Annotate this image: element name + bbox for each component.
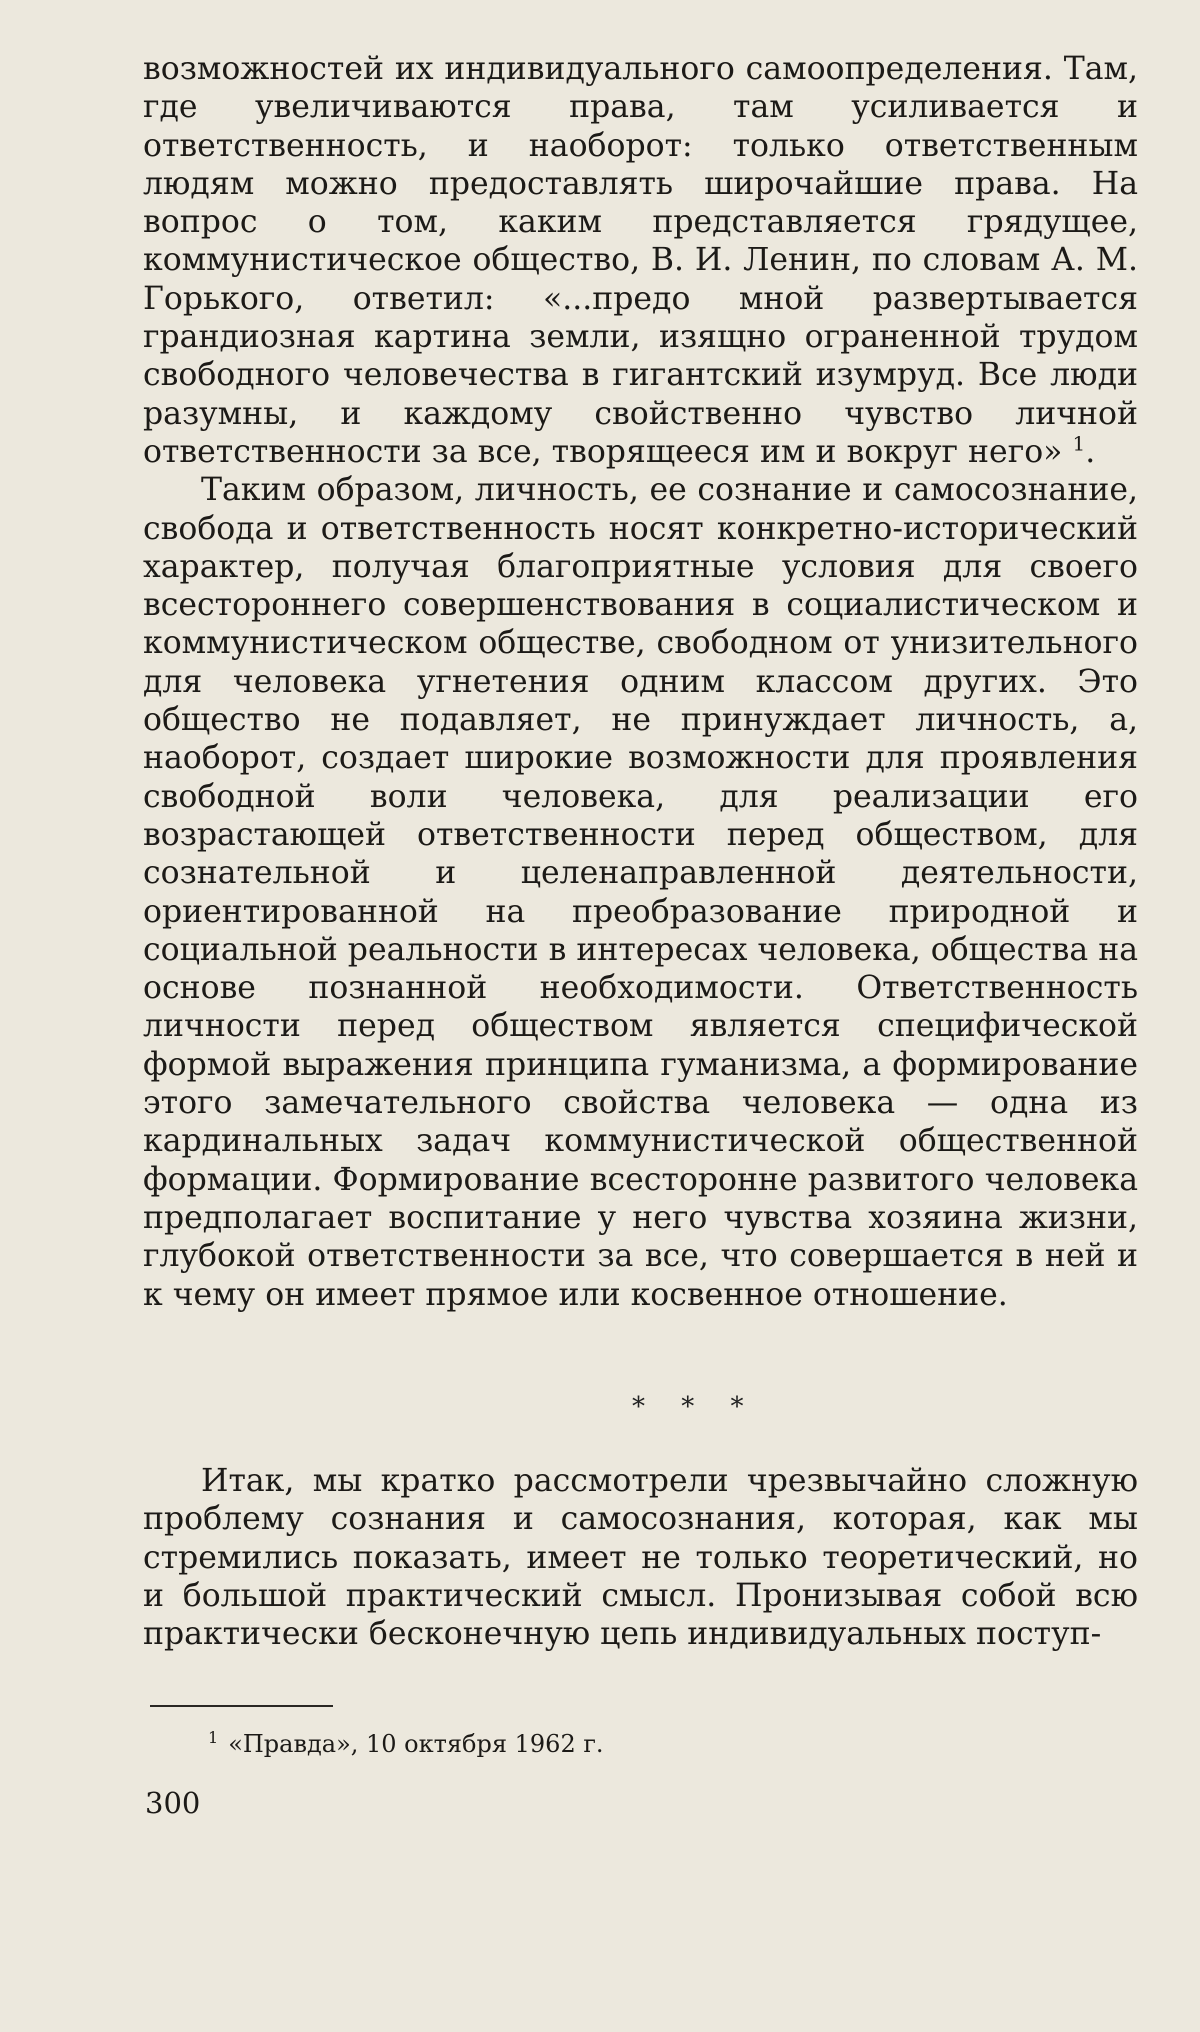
footnote-text: «Правда», 10 октября 1962 г. [228,1730,604,1758]
paragraph-1: возможностей их индивидуального самоопределения. Там, где увеличиваются права, там усиливается и ответственность, и наоборот: только ответственным людям можно предоставлять широчайшие права. На вопрос о том, каким представляется грядущее, коммунистическое общество, В. И. Ленин, по словам А. М. Горького, ответил: «...предо мной развертывается грандиозная картина земли, изящно ограненной трудом свободного человечества в гигантский изумруд. Все люди разумны, и каждому свойственно чувство личной ответственности за все, творящееся им и вокруг него» $^1$. [143,51,1138,470]
main-text-upper [143,50,1138,1314]
paragraph-3: Итак, мы кратко рассмотрели чрезвычайно сложную проблему сознания и самосознания, которая, как мы стремились показать, имеет не только теоретический, но и большой практический смысл. Пронизывая собой всю практически бесконечную цепь индивидуальных поступ- [143,1463,1138,1653]
section-separator: * * * [632,1392,758,1422]
paragraph-2: Таким образом, личность, ее сознание и самосознание, свобода и ответственность носят конкретно-исторический характер, получая благоприятные условия для своего всестороннего совершенствования в социалистическом и коммунистическом обществе, свободном от унизительного для человека угнетения одним классом других. Это общество не подавляет, не принуждает личность, а, наоборот, создает широкие возможности для проявления свободной воли человека, для реализации его возрастающей ответственности перед обществом, для сознательной и целенаправленной деятельности, ориентированной на преобразование природной и социальной реальности в интересах человека, общества на основе познанной необходимости. Ответственность личности перед обществом является специфической формой выражения принципа гуманизма, а формирование этого замечательного свойства человека — одна из кардинальных задач коммунистической общественной формации. Формирование всесторонне развитого человека предполагает воспитание у него чувства хозяина жизни, глубокой ответственности за все, что совершается в ней и к чему он имеет прямое или косвенное отношение. [143,472,1138,1313]
footnote-mark: 1 [208,1728,219,1747]
main-text-lower [143,1462,1138,1653]
paragraph-1-text: возможностей их индивидуального самоопределения. Там, где увеличиваются права, там усиливается и ответственность, и наоборот: только ответственным людям можно предоставлять широчайшие права. На вопрос о том, каким представляется грядущее, коммунистическое общество, В. И. Ленин, по словам А. М. Горького, ответил: «...предо мной развертывается грандиозная картина земли, изящно ограненной трудом свободного человечества в гигантский изумруд. Все люди разумны, и каждому свойственно чувство личной ответственности за все, творящееся им и вокруг него» [143,51,1138,470]
footnote-divider [150,1705,333,1707]
footnote [208,1728,604,1758]
footnote-reference: 1 [1072,431,1086,456]
page-number: 300 [145,1786,201,1820]
